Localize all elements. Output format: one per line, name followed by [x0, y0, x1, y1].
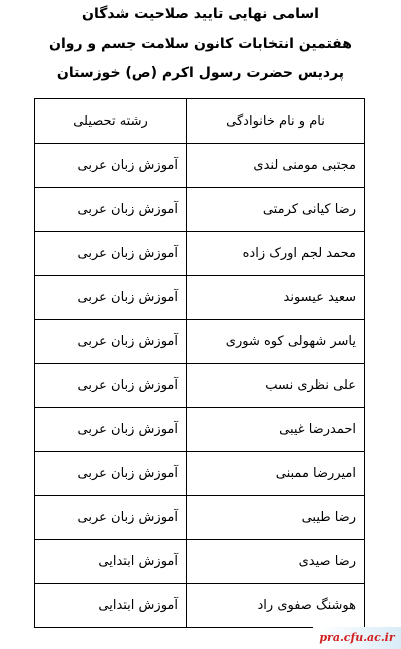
cell-field: آموزش زبان عربی: [35, 408, 187, 452]
cell-name: امیررضا ممبنی: [187, 452, 365, 496]
table-row: [35, 452, 365, 496]
table-row: [35, 584, 365, 628]
cell-field: آموزش زبان عربی: [35, 144, 187, 188]
column-header-name: نام و نام خانوادگی: [187, 99, 365, 144]
cell-field: آموزش ابتدایی: [35, 540, 187, 584]
cell-name: احمدرضا غیبی: [187, 408, 365, 452]
table-row: [35, 364, 365, 408]
table-row: [35, 232, 365, 276]
table-row: [35, 320, 365, 364]
table-row: [35, 408, 365, 452]
cell-field: آموزش زبان عربی: [35, 364, 187, 408]
cell-field: آموزش زبان عربی: [35, 496, 187, 540]
title-line-2: هفتمین انتخابات کانون سلامت جسم و روان: [49, 36, 352, 52]
cell-field: آموزش زبان عربی: [35, 188, 187, 232]
table-header-row: [35, 99, 365, 144]
table-row: [35, 496, 365, 540]
cell-name: رضا صیدی: [187, 540, 365, 584]
table-row: [35, 540, 365, 584]
cell-name: مجتبی مومنی لندی: [187, 144, 365, 188]
cell-name: سعید عیسوند: [187, 276, 365, 320]
site-watermark: pra.cfu.ac.ir: [313, 627, 401, 649]
cell-field: آموزش زبان عربی: [35, 232, 187, 276]
cell-field: آموزش زبان عربی: [35, 452, 187, 496]
column-header-field: رشته تحصیلی: [35, 99, 187, 144]
table-row: [35, 276, 365, 320]
table-row: [35, 188, 365, 232]
cell-field: آموزش ابتدایی: [35, 584, 187, 628]
cell-name: رضا کیانی کرمتی: [187, 188, 365, 232]
cell-name: رضا طیبی: [187, 496, 365, 540]
candidates-table: [34, 98, 365, 628]
cell-name: علی نظری نسب: [187, 364, 365, 408]
table-row: [35, 144, 365, 188]
cell-name: محمد لجم اورک زاده: [187, 232, 365, 276]
title-line-3: پردیس حضرت رسول اکرم (ص) خوزستان: [56, 65, 345, 81]
cell-field: آموزش زبان عربی: [35, 276, 187, 320]
cell-name: یاسر شهولی کوه شوری: [187, 320, 365, 364]
title-line-1: اسامی نهایی تایید صلاحیت شدگان: [82, 6, 319, 22]
cell-field: آموزش زبان عربی: [35, 320, 187, 364]
cell-name: هوشنگ صفوی راد: [187, 584, 365, 628]
